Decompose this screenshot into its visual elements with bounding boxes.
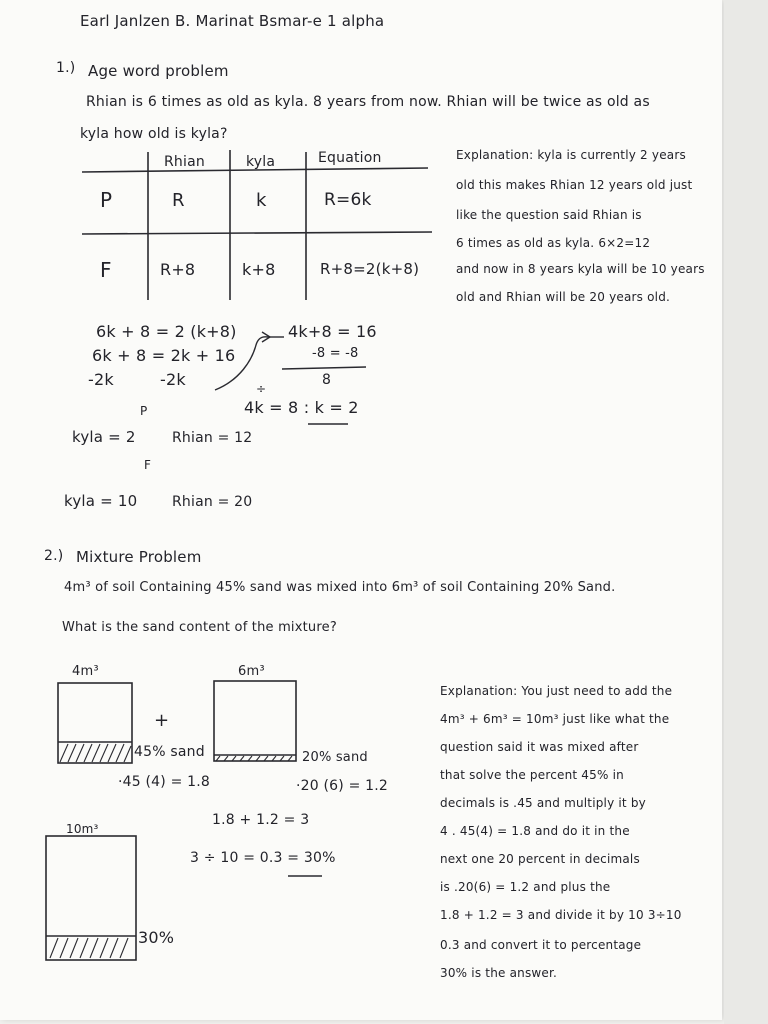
box2-percent: 20% sand (302, 750, 368, 765)
work-simplified-equation: 4k+8 = 16 (288, 322, 377, 341)
future-rhian-age: Rhian = 20 (172, 494, 253, 510)
plus-sign: + (154, 710, 170, 731)
box2-volume: 6m³ (238, 664, 265, 679)
problem2-explanation-line: decimals is .45 and multiply it by (440, 796, 646, 810)
problem2-explanation-line: 0.3 and convert it to percentage (440, 938, 642, 952)
problem1-statement-line2: kyla how old is kyla? (80, 126, 228, 142)
problem2-explanation-line: that solve the percent 45% in (440, 768, 624, 782)
work-subtract-eight: -8 = -8 (312, 346, 359, 361)
problem2-explanation-line: 1.8 + 1.2 = 3 and divide it by 10 3÷10 (440, 908, 682, 922)
table-cell-r: R (172, 190, 185, 211)
present-label: P (140, 404, 148, 418)
mixture-result: 3 ÷ 10 = 0.3 = 30% (190, 850, 336, 866)
table-cell-k-plus-8: k+8 (242, 260, 276, 279)
box3-percent: 30% (138, 928, 175, 947)
future-kyla-age: kyla = 10 (64, 492, 138, 510)
problem2-explanation-line: question said it was mixed after (440, 740, 639, 754)
box1-calculation: ·45 (4) = 1.8 (118, 774, 211, 790)
problem1-explanation-line: and now in 8 years kyla will be 10 years (456, 262, 705, 276)
work-subtract-left: -2k (88, 370, 114, 389)
work-solution-k: 4k = 8 : k = 2 (244, 398, 359, 417)
problem2-explanation-line: next one 20 percent in decimals (440, 852, 640, 866)
problem1-explanation-line: old and Rhian will be 20 years old. (456, 290, 671, 304)
problem1-explanation-line: like the question said Rhian is (456, 208, 642, 222)
work-equation-line: 6k + 8 = 2k + 16 (92, 346, 236, 365)
problem2-statement-line1: 4m³ of soil Containing 45% sand was mixed into 6m³ of soil Containing 20% Sand. (64, 580, 616, 595)
problem1-explanation-line: Explanation: kyla is currently 2 years (456, 148, 686, 162)
divide-symbol: ÷ (256, 382, 267, 396)
box1-volume: 4m³ (72, 664, 99, 679)
box2-calculation: ·20 (6) = 1.2 (296, 778, 389, 794)
present-rhian-age: Rhian = 12 (172, 430, 253, 446)
problem2-statement-line2: What is the sand content of the mixture? (62, 620, 337, 635)
box1-percent: 45% sand (134, 744, 205, 760)
table-row-p-label: P (100, 188, 113, 212)
work-remainder: 8 (322, 372, 332, 388)
future-label: F (144, 458, 152, 472)
table-cell-r-plus-8: R+8 (160, 260, 196, 279)
work-equation-line: 6k + 8 = 2 (k+8) (96, 322, 237, 341)
problem2-explanation-line: 4m³ + 6m³ = 10m³ just like what the (440, 712, 670, 726)
problem2-number: 2.) (44, 548, 64, 564)
problem2-explanation-line: Explanation: You just need to add the (440, 684, 673, 698)
problem1-title: Age word problem (88, 62, 229, 80)
present-kyla-age: kyla = 2 (72, 428, 136, 446)
student-name-line: Earl Janlzen B. Marinat Bsmar-e 1 alpha (80, 12, 385, 30)
problem1-number: 1.) (56, 60, 76, 76)
table-cell-k: k (256, 190, 267, 211)
problem2-title: Mixture Problem (76, 548, 202, 566)
table-header-equation: Equation (318, 150, 382, 166)
problem2-explanation-line: 4 . 45(4) = 1.8 and do it in the (440, 824, 630, 838)
work-subtract-right: -2k (160, 370, 186, 389)
box3-volume: 10m³ (66, 822, 99, 836)
table-header-rhian: Rhian (164, 154, 205, 170)
table-cell-equation-present: R=6k (324, 190, 372, 210)
problem1-statement-line1: Rhian is 6 times as old as kyla. 8 years from now. Rhian will be twice as old as (86, 94, 650, 110)
table-row-f-label: F (100, 258, 112, 282)
mixture-sum: 1.8 + 1.2 = 3 (212, 812, 310, 828)
problem2-explanation-line: 30% is the answer. (440, 966, 558, 980)
table-cell-equation-future: R+8=2(k+8) (320, 260, 420, 278)
problem1-explanation-line: 6 times as old as kyla. 6×2=12 (456, 236, 651, 250)
problem2-explanation-line: is .20(6) = 1.2 and plus the (440, 880, 611, 894)
problem1-explanation-line: old this makes Rhian 12 years old just (456, 178, 693, 192)
table-header-kyla: kyla (246, 154, 276, 170)
